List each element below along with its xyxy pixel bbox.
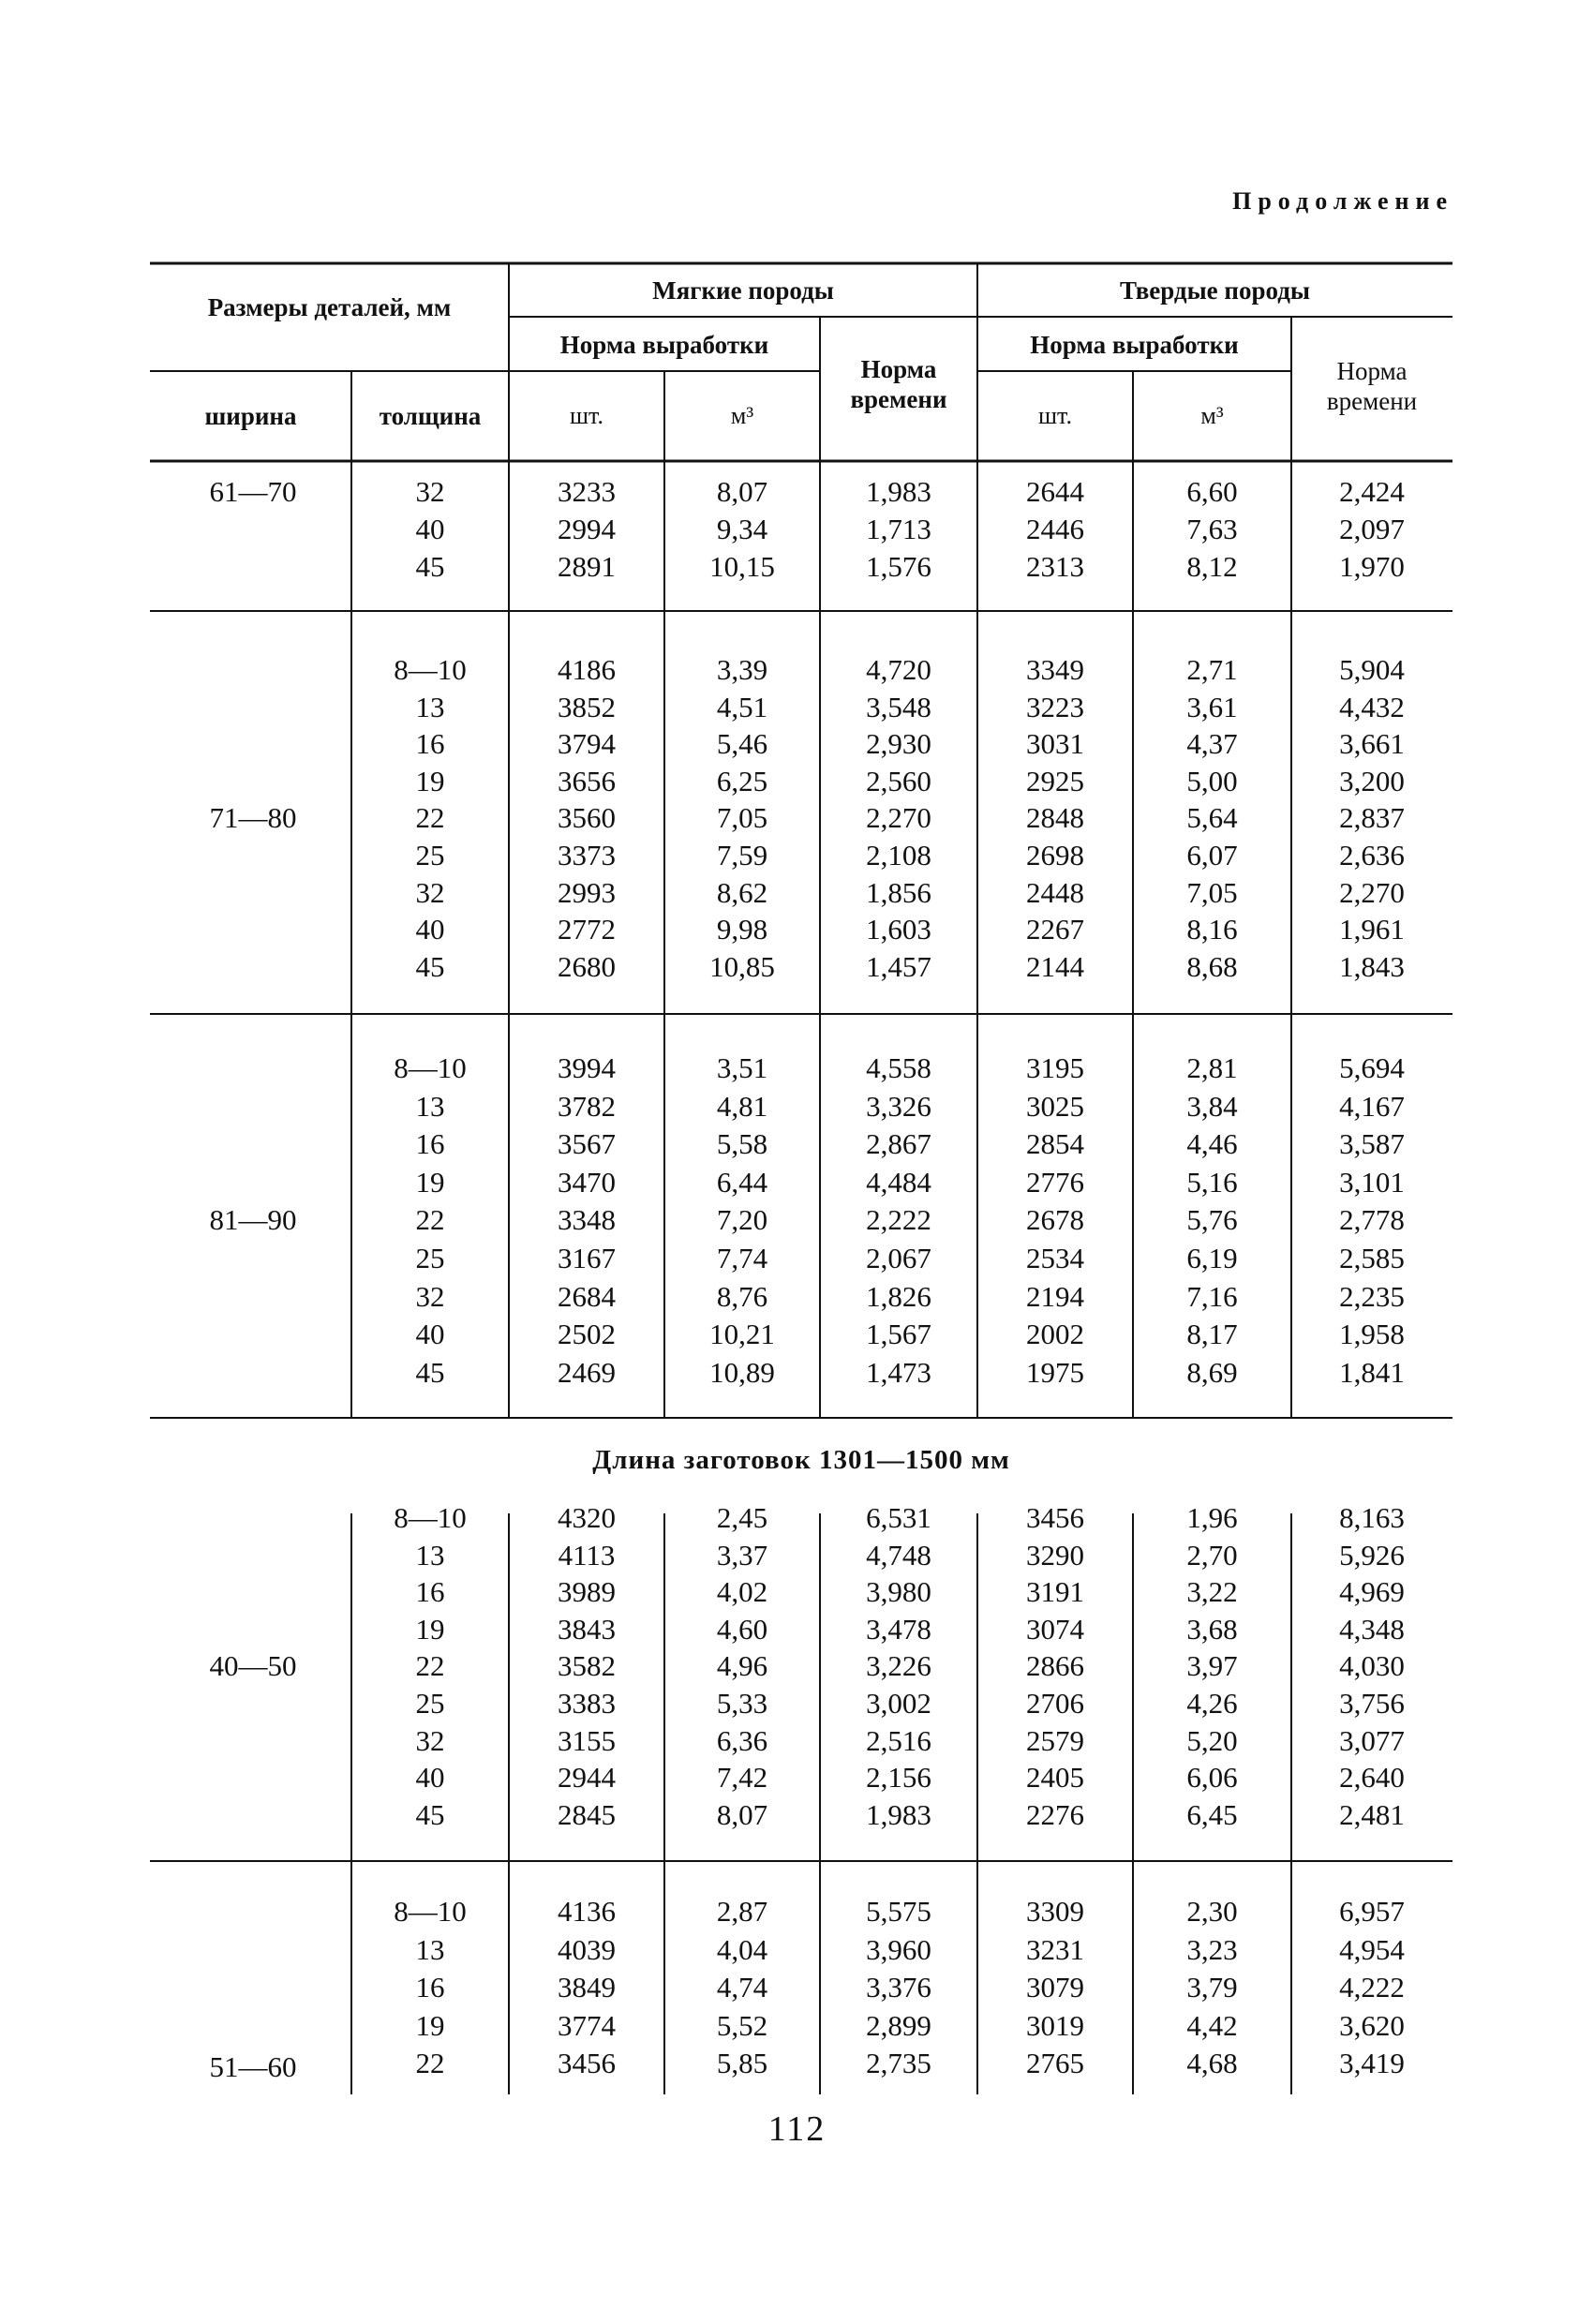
cell-hard-time: 4,167 [1339,1089,1405,1123]
cell-thickness: 40 [415,1761,445,1795]
cell-hard-pcs: 2925 [1026,764,1084,797]
cell-hard-m3: 7,16 [1186,1279,1238,1313]
cell-soft-m3: 7,59 [716,839,768,872]
cell-thickness: 25 [415,1687,445,1720]
cell-hard-m3: 6,60 [1186,475,1238,508]
cell-soft-pcs: 2845 [558,1797,616,1831]
block-width-label: 40—50 [209,1649,297,1683]
cell-soft-pcs: 3373 [558,839,616,872]
cell-thickness: 45 [415,1355,445,1389]
cell-hard-m3: 8,69 [1186,1355,1238,1389]
cell-soft-time: 1,713 [866,513,931,545]
cell-hard-m3: 2,81 [1186,1051,1238,1084]
cell-soft-time: 5,575 [866,1895,931,1928]
cell-hard-pcs: 2194 [1026,1279,1084,1313]
cell-hard-pcs: 2776 [1026,1165,1084,1199]
cell-soft-pcs: 3155 [558,1723,616,1757]
cell-thickness: 40 [415,1318,445,1351]
cell-hard-pcs: 3309 [1026,1895,1084,1928]
cell-soft-m3: 5,52 [716,2008,768,2042]
cell-soft-pcs: 3383 [558,1687,616,1720]
cell-hard-pcs: 2267 [1026,913,1084,946]
cell-soft-time: 2,067 [866,1242,931,1274]
header-pcs-hard: шт. [1038,402,1072,429]
cell-hard-time: 4,969 [1339,1575,1405,1609]
header-time-norm-soft: Норма времени [850,355,947,413]
cell-soft-m3: 6,36 [716,1723,768,1757]
cell-hard-time: 4,432 [1339,690,1405,723]
cell-hard-m3: 6,45 [1186,1797,1238,1831]
cell-hard-pcs: 2144 [1026,949,1084,983]
cell-hard-time: 5,926 [1339,1538,1405,1572]
cell-soft-m3: 8,62 [716,875,768,909]
cell-hard-time: 2,424 [1339,475,1405,508]
cell-soft-m3: 7,42 [716,1761,768,1795]
header-soft-species: Мягкие породы [652,276,834,305]
cell-soft-pcs: 3470 [558,1165,616,1199]
cell-soft-m3: 9,98 [716,913,768,946]
block-width-label: 61—70 [209,475,297,508]
cell-soft-time: 2,108 [866,839,931,872]
cell-hard-time: 2,481 [1339,1797,1405,1831]
cell-soft-pcs: 3849 [558,1971,616,2004]
cell-soft-m3: 5,85 [716,2047,768,2080]
cell-thickness: 8—10 [394,1895,467,1928]
cell-hard-pcs: 2698 [1026,839,1084,872]
cell-soft-pcs: 4113 [558,1538,616,1572]
cell-soft-pcs: 3567 [558,1127,616,1161]
cell-soft-pcs: 3167 [558,1242,616,1274]
cell-soft-time: 2,270 [866,801,931,835]
cell-soft-m3: 4,04 [716,1932,768,1966]
cell-hard-time: 1,843 [1339,949,1405,983]
cell-hard-pcs: 3223 [1026,690,1084,723]
cell-hard-time: 2,270 [1339,875,1405,909]
cell-hard-pcs: 2866 [1026,1649,1084,1683]
cell-soft-time: 1,457 [866,949,931,983]
cell-soft-pcs: 2502 [558,1318,616,1351]
cell-soft-time: 2,222 [866,1203,931,1237]
cell-hard-pcs: 3079 [1026,1971,1084,2004]
cell-thickness: 32 [415,1279,445,1313]
cell-soft-time: 3,960 [866,1932,931,1966]
cell-thickness: 19 [415,2008,445,2042]
cell-thickness: 45 [415,1797,445,1831]
cell-hard-time: 1,841 [1339,1355,1405,1389]
cell-soft-time: 1,473 [866,1355,931,1389]
block-width-label: 81—90 [209,1203,297,1237]
cell-hard-m3: 3,97 [1186,1649,1238,1683]
cell-thickness: 45 [415,949,445,983]
cell-hard-m3: 8,16 [1186,913,1238,946]
cell-soft-time: 4,720 [866,653,931,686]
cell-soft-time: 6,531 [866,1501,931,1534]
cell-thickness: 19 [415,1165,445,1199]
section-title-length: Длина заготовок 1301—1500 мм [592,1445,1010,1475]
cell-soft-m3: 7,05 [716,801,768,835]
cell-thickness: 45 [415,550,445,583]
cell-soft-time: 1,567 [866,1318,931,1351]
cell-hard-m3: 4,26 [1186,1687,1238,1720]
cell-thickness: 8—10 [394,653,467,686]
cell-hard-time: 5,694 [1339,1051,1405,1084]
cell-soft-pcs: 3456 [558,2047,616,2080]
cell-thickness: 22 [415,801,445,835]
cell-thickness: 19 [415,1612,445,1646]
cell-hard-pcs: 3349 [1026,653,1084,686]
cell-soft-time: 2,899 [866,2008,931,2042]
cell-hard-m3: 4,42 [1186,2008,1238,2042]
cell-soft-pcs: 2993 [558,875,616,909]
cell-hard-time: 3,756 [1339,1687,1405,1720]
cell-hard-pcs: 3195 [1026,1051,1084,1084]
cell-hard-m3: 4,37 [1186,727,1238,761]
block-width-label: 51—60 [209,2050,297,2084]
cell-hard-pcs: 3290 [1026,1538,1084,1572]
cell-soft-pcs: 4039 [558,1932,616,1966]
cell-thickness: 32 [415,875,445,909]
cell-hard-time: 3,587 [1339,1127,1405,1161]
cell-thickness: 16 [415,1127,445,1161]
header-output-norm-hard: Норма выработки [1030,331,1239,359]
cell-hard-pcs: 2848 [1026,801,1084,835]
cell-soft-m3: 6,25 [716,764,768,797]
cell-hard-m3: 4,46 [1186,1127,1238,1161]
cell-thickness: 25 [415,1242,445,1274]
cell-hard-m3: 7,63 [1186,513,1238,545]
cell-soft-time: 3,376 [866,1971,931,2004]
cell-soft-pcs: 2994 [558,513,616,545]
cell-thickness: 22 [415,1649,445,1683]
cell-soft-time: 1,983 [866,475,931,508]
cell-hard-time: 2,778 [1339,1203,1405,1237]
cell-soft-time: 3,326 [866,1089,931,1123]
cell-hard-pcs: 2405 [1026,1761,1084,1795]
cell-hard-time: 6,957 [1339,1895,1405,1928]
cell-soft-m3: 4,81 [716,1089,768,1123]
header-m3-hard: м³ [1200,402,1224,429]
cell-soft-m3: 4,96 [716,1649,768,1683]
page-number: 112 [767,2109,827,2149]
cell-soft-time: 2,735 [866,2047,931,2080]
cell-soft-m3: 7,74 [716,1242,768,1274]
cell-thickness: 16 [415,1575,445,1609]
cell-soft-pcs: 2891 [558,550,616,583]
cell-soft-m3: 2,45 [716,1501,768,1534]
cell-soft-m3: 2,87 [716,1895,768,1928]
cell-hard-pcs: 2765 [1026,2047,1084,2080]
cell-soft-time: 4,484 [866,1165,931,1199]
cell-hard-pcs: 2313 [1026,550,1084,583]
cell-soft-time: 1,856 [866,875,931,909]
header-thickness: толщина [379,402,482,430]
cell-soft-time: 4,748 [866,1538,931,1572]
cell-hard-pcs: 3191 [1026,1575,1084,1609]
cell-hard-m3: 5,76 [1186,1203,1238,1237]
cell-soft-pcs: 3656 [558,764,616,797]
cell-hard-m3: 3,79 [1186,1971,1238,2004]
cell-soft-time: 2,156 [866,1761,931,1795]
cell-soft-pcs: 3774 [558,2008,616,2042]
cell-thickness: 8—10 [394,1051,467,1084]
cell-thickness: 22 [415,2047,445,2080]
cell-thickness: 32 [415,1723,445,1757]
cell-soft-m3: 10,21 [709,1318,775,1351]
cell-thickness: 19 [415,764,445,797]
cell-hard-pcs: 2579 [1026,1723,1084,1757]
cell-hard-time: 4,348 [1339,1612,1405,1646]
cell-soft-m3: 8,07 [716,1797,768,1831]
cell-hard-pcs: 2678 [1026,1203,1084,1237]
cell-soft-pcs: 3582 [558,1649,616,1683]
cell-hard-m3: 6,07 [1186,839,1238,872]
cell-hard-pcs: 3456 [1026,1501,1084,1534]
cell-soft-pcs: 3852 [558,690,616,723]
cell-hard-time: 2,235 [1339,1279,1405,1313]
cell-hard-time: 2,837 [1339,801,1405,835]
header-output-norm-soft: Норма выработки [559,331,769,359]
cell-soft-m3: 5,58 [716,1127,768,1161]
cell-hard-pcs: 2276 [1026,1797,1084,1831]
header-pcs-soft: шт. [570,402,603,429]
cell-soft-time: 1,576 [866,550,931,583]
cell-hard-time: 3,101 [1339,1165,1405,1199]
cell-hard-pcs: 2534 [1026,1242,1084,1274]
cell-hard-m3: 6,19 [1186,1242,1238,1274]
cell-hard-m3: 5,16 [1186,1165,1238,1199]
cell-hard-time: 2,097 [1339,513,1405,545]
cell-hard-m3: 7,05 [1186,875,1238,909]
cell-soft-time: 1,983 [866,1797,931,1831]
cell-soft-pcs: 3843 [558,1612,616,1646]
cell-soft-time: 3,226 [866,1649,931,1683]
cell-hard-m3: 6,06 [1186,1761,1238,1795]
cell-hard-m3: 2,30 [1186,1895,1238,1928]
cell-soft-pcs: 3560 [558,801,616,835]
cell-soft-m3: 4,51 [716,690,768,723]
cell-thickness: 40 [415,513,445,545]
cell-soft-pcs: 3348 [558,1203,616,1237]
cell-soft-pcs: 4186 [558,653,616,686]
cell-soft-pcs: 2772 [558,913,616,946]
cell-thickness: 13 [415,1932,445,1966]
cell-hard-pcs: 2448 [1026,875,1084,909]
cell-hard-m3: 2,70 [1186,1538,1238,1572]
cell-hard-pcs: 2644 [1026,475,1084,508]
cell-hard-time: 3,077 [1339,1723,1405,1757]
cell-hard-time: 8,163 [1339,1501,1405,1534]
header-width: ширина [204,402,297,430]
cell-soft-pcs: 3794 [558,727,616,761]
cell-soft-m3: 3,39 [716,653,768,686]
cell-soft-m3: 10,89 [709,1355,775,1389]
cell-hard-time: 2,636 [1339,839,1405,872]
cell-hard-pcs: 2002 [1026,1318,1084,1351]
cell-soft-time: 1,826 [866,1279,931,1313]
cell-soft-m3: 10,15 [709,550,775,583]
cell-soft-m3: 10,85 [709,949,775,983]
cell-hard-time: 4,222 [1339,1971,1405,2004]
cell-thickness: 13 [415,690,445,723]
cell-soft-time: 1,603 [866,913,931,946]
cell-hard-pcs: 2446 [1026,513,1084,545]
cell-hard-time: 1,961 [1339,913,1405,946]
cell-thickness: 32 [415,475,445,508]
cell-soft-time: 3,478 [866,1612,931,1646]
header-m3-soft: м³ [730,402,754,429]
cell-soft-m3: 3,51 [716,1051,768,1084]
cell-hard-m3: 3,22 [1186,1575,1238,1609]
cell-thickness: 13 [415,1538,445,1572]
cell-hard-time: 2,585 [1339,1242,1405,1274]
cell-soft-pcs: 4136 [558,1895,616,1928]
cell-soft-m3: 4,02 [716,1575,768,1609]
cell-hard-time: 3,661 [1339,727,1405,761]
cell-soft-m3: 6,44 [716,1165,768,1199]
cell-soft-time: 2,930 [866,727,931,761]
cell-hard-time: 4,030 [1339,1649,1405,1683]
cell-soft-time: 3,002 [866,1687,931,1720]
cell-hard-m3: 1,96 [1186,1501,1238,1534]
cell-hard-time: 1,970 [1339,550,1405,583]
cell-hard-pcs: 3231 [1026,1932,1084,1966]
cell-hard-m3: 8,12 [1186,550,1238,583]
cell-soft-m3: 4,74 [716,1971,768,2004]
cell-hard-time: 2,640 [1339,1761,1405,1795]
header-hard-species: Твердые породы [1120,276,1310,305]
header-sizes: Размеры деталей, мм [207,293,452,321]
cell-thickness: 25 [415,839,445,872]
header-time-norm-hard: Норма времени [1326,357,1418,415]
cell-hard-m3: 3,23 [1186,1932,1238,1966]
cell-hard-pcs: 2706 [1026,1687,1084,1720]
cell-hard-pcs: 3031 [1026,727,1084,761]
cell-hard-time: 3,200 [1339,764,1405,797]
cell-soft-pcs: 2684 [558,1279,616,1313]
cell-hard-time: 5,904 [1339,653,1405,686]
cell-hard-m3: 5,20 [1186,1723,1238,1757]
cell-thickness: 40 [415,913,445,946]
cell-soft-m3: 5,46 [716,727,768,761]
cell-hard-m3: 5,00 [1186,764,1238,797]
cell-soft-pcs: 2469 [558,1355,616,1389]
block-width-label: 71—80 [209,801,297,835]
cell-soft-time: 4,558 [866,1051,931,1084]
cell-hard-m3: 3,84 [1186,1089,1238,1123]
cell-soft-time: 3,548 [866,690,931,723]
continuation-label: Продолжение [1232,187,1453,215]
cell-soft-pcs: 2944 [558,1761,616,1795]
cell-soft-m3: 9,34 [716,513,768,545]
cell-thickness: 13 [415,1089,445,1123]
cell-hard-pcs: 3025 [1026,1089,1084,1123]
cell-soft-m3: 8,07 [716,475,768,508]
cell-hard-m3: 8,68 [1186,949,1238,983]
cell-soft-time: 2,560 [866,764,931,797]
cell-soft-m3: 5,33 [716,1687,768,1720]
cell-hard-time: 1,958 [1339,1318,1405,1351]
cell-hard-pcs: 1975 [1026,1355,1084,1389]
cell-hard-m3: 4,68 [1186,2047,1238,2080]
cell-hard-time: 4,954 [1339,1932,1405,1966]
cell-soft-pcs: 3989 [558,1575,616,1609]
cell-hard-m3: 5,64 [1186,801,1238,835]
cell-hard-m3: 8,17 [1186,1318,1238,1351]
cell-hard-m3: 2,71 [1186,653,1238,686]
cell-soft-time: 2,867 [866,1127,931,1161]
cell-soft-pcs: 3994 [558,1051,616,1084]
cell-soft-pcs: 4320 [558,1501,616,1534]
cell-soft-m3: 4,60 [716,1612,768,1646]
cell-soft-pcs: 2680 [558,949,616,983]
cell-soft-time: 2,516 [866,1723,931,1757]
cell-soft-m3: 8,76 [716,1279,768,1313]
cell-soft-m3: 3,37 [716,1538,768,1572]
cell-hard-pcs: 2854 [1026,1127,1084,1161]
cell-soft-m3: 7,20 [716,1203,768,1237]
cell-hard-time: 3,419 [1339,2047,1405,2080]
cell-thickness: 8—10 [394,1501,467,1534]
cell-soft-pcs: 3233 [558,475,616,508]
cell-soft-time: 3,980 [866,1575,931,1609]
cell-thickness: 16 [415,1971,445,2004]
cell-hard-time: 3,620 [1339,2008,1405,2042]
cell-thickness: 16 [415,727,445,761]
cell-thickness: 22 [415,1203,445,1237]
cell-hard-m3: 3,68 [1186,1612,1238,1646]
cell-hard-pcs: 3074 [1026,1612,1084,1646]
cell-soft-pcs: 3782 [558,1089,616,1123]
cell-hard-m3: 3,61 [1186,690,1238,723]
cell-hard-pcs: 3019 [1026,2008,1084,2042]
